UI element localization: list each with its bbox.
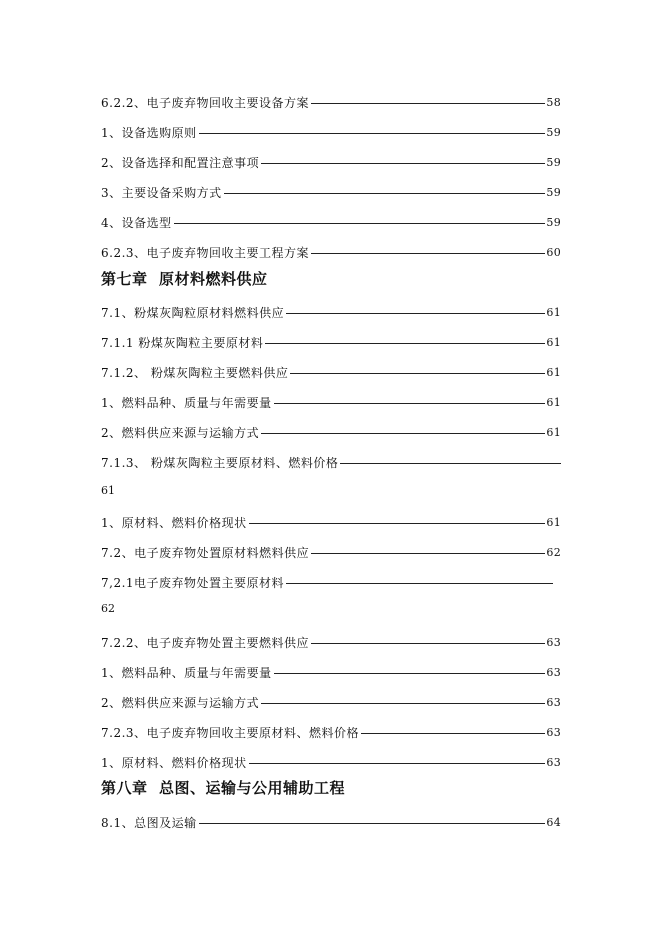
dot-leader: [249, 763, 546, 764]
toc-entry-label: 7.2.3、电子废弃物回收主要原材料、燃料价格: [101, 726, 360, 740]
toc-entry[interactable]: [101, 448, 561, 470]
toc-entry-label: 1、原材料、燃料价格现状: [101, 516, 247, 530]
dot-leader: [340, 463, 561, 464]
dot-leader: [261, 433, 545, 434]
toc-entry[interactable]: [101, 688, 561, 710]
toc-entry-label: 6.2.2、电子废弃物回收主要设备方案: [101, 96, 310, 110]
toc-entry-page: 59: [546, 156, 561, 169]
toc-entry[interactable]: [101, 88, 561, 110]
toc-entry-label: 7.2、电子废弃物处置原材料燃料供应: [101, 546, 310, 560]
toc-entry[interactable]: [101, 718, 561, 740]
toc-entry[interactable]: [101, 538, 561, 560]
toc-entry-page: 59: [546, 186, 561, 199]
toc-entry[interactable]: [101, 808, 561, 830]
toc-entry[interactable]: [101, 358, 561, 380]
toc-entry[interactable]: [101, 508, 561, 530]
toc-entry-label: 7.1.3、 粉煤灰陶粒主要原材料、燃料价格: [101, 456, 339, 470]
toc-entry-page: 64: [546, 816, 561, 829]
dot-leader: [311, 253, 545, 254]
toc-entry-page: 59: [546, 126, 561, 139]
toc-entry-label: 7.1、粉煤灰陶粒原材料燃料供应: [101, 306, 285, 320]
toc-entry-page: 59: [546, 216, 561, 229]
dot-leader: [261, 703, 545, 704]
toc-entry-page: 61: [546, 366, 561, 379]
toc-entry[interactable]: [101, 298, 561, 320]
dot-leader: [249, 523, 546, 524]
toc-entry-page: 63: [546, 636, 561, 649]
dot-leader: [311, 103, 545, 104]
toc-entry[interactable]: [101, 748, 561, 770]
toc-entry-page: 63: [546, 726, 561, 739]
toc-entry-label: 1、燃料品种、质量与年需要量: [101, 396, 272, 410]
toc-entry[interactable]: [101, 148, 561, 170]
chapter-heading[interactable]: 第八章 总图、运输与公用辅助工程: [101, 779, 345, 797]
toc-entry-page: 60: [546, 246, 561, 259]
dot-leader: [286, 583, 553, 584]
dot-leader: [311, 643, 545, 644]
toc-entry-label: 7.2.2、电子废弃物处置主要燃料供应: [101, 636, 310, 650]
chapter-heading[interactable]: 第七章 原材料燃料供应: [101, 270, 268, 288]
toc-entry-label: 1、原材料、燃料价格现状: [101, 756, 247, 770]
toc-entry-page: 61: [546, 516, 561, 529]
toc-entry-page: 61: [101, 484, 115, 497]
toc-entry-page: 63: [546, 756, 561, 769]
toc-entry-label: 2、燃料供应来源与运输方式: [101, 426, 260, 440]
toc-entry-page: 61: [546, 306, 561, 319]
toc-entry-label: 6.2.3、电子废弃物回收主要工程方案: [101, 246, 310, 260]
toc-entry-label: 2、设备选择和配置注意事项: [101, 156, 260, 170]
toc-entry-label: 4、设备选型: [101, 216, 172, 230]
toc-entry[interactable]: [101, 238, 561, 260]
toc-entry-page: 63: [546, 666, 561, 679]
toc-entry-label: 7.1.1 粉煤灰陶粒主要原材料: [101, 336, 264, 350]
toc-entry-page: 61: [546, 426, 561, 439]
dot-leader: [265, 343, 545, 344]
toc-entry-page: 63: [546, 696, 561, 709]
toc-entry-label: 8.1、总图及运输: [101, 816, 197, 830]
dot-leader: [261, 163, 545, 164]
toc-entry-page: 61: [546, 396, 561, 409]
toc-entry[interactable]: [101, 658, 561, 680]
toc-entry-label: 3、主要设备采购方式: [101, 186, 222, 200]
toc-entry-label: 7.1.2、 粉煤灰陶粒主要燃料供应: [101, 366, 289, 380]
toc-entry[interactable]: [101, 328, 561, 350]
dot-leader: [174, 223, 546, 224]
dot-leader: [286, 313, 545, 314]
toc-entry[interactable]: [101, 418, 561, 440]
toc-entry-label: 1、设备选购原则: [101, 126, 197, 140]
toc-entry-label: 2、燃料供应来源与运输方式: [101, 696, 260, 710]
toc-entry[interactable]: [101, 568, 553, 590]
dot-leader: [311, 553, 545, 554]
dot-leader: [274, 403, 546, 404]
toc-entry[interactable]: [101, 628, 561, 650]
dot-leader: [199, 133, 546, 134]
toc-entry[interactable]: [101, 388, 561, 410]
toc-entry-page: 62: [546, 546, 561, 559]
dot-leader: [224, 193, 546, 194]
dot-leader: [290, 373, 545, 374]
toc-entry-page: 61: [546, 336, 561, 349]
toc-entry[interactable]: [101, 208, 561, 230]
toc-entry-page: 58: [546, 96, 561, 109]
toc-entry[interactable]: [101, 118, 561, 140]
toc-entry-label: 1、燃料品种、质量与年需要量: [101, 666, 272, 680]
toc-entry-label: 7,2.1电子废弃物处置主要原材料: [101, 576, 285, 590]
dot-leader: [199, 823, 546, 824]
dot-leader: [274, 673, 546, 674]
dot-leader: [361, 733, 545, 734]
toc-entry[interactable]: [101, 178, 561, 200]
toc-entry-page: 62: [101, 602, 115, 615]
